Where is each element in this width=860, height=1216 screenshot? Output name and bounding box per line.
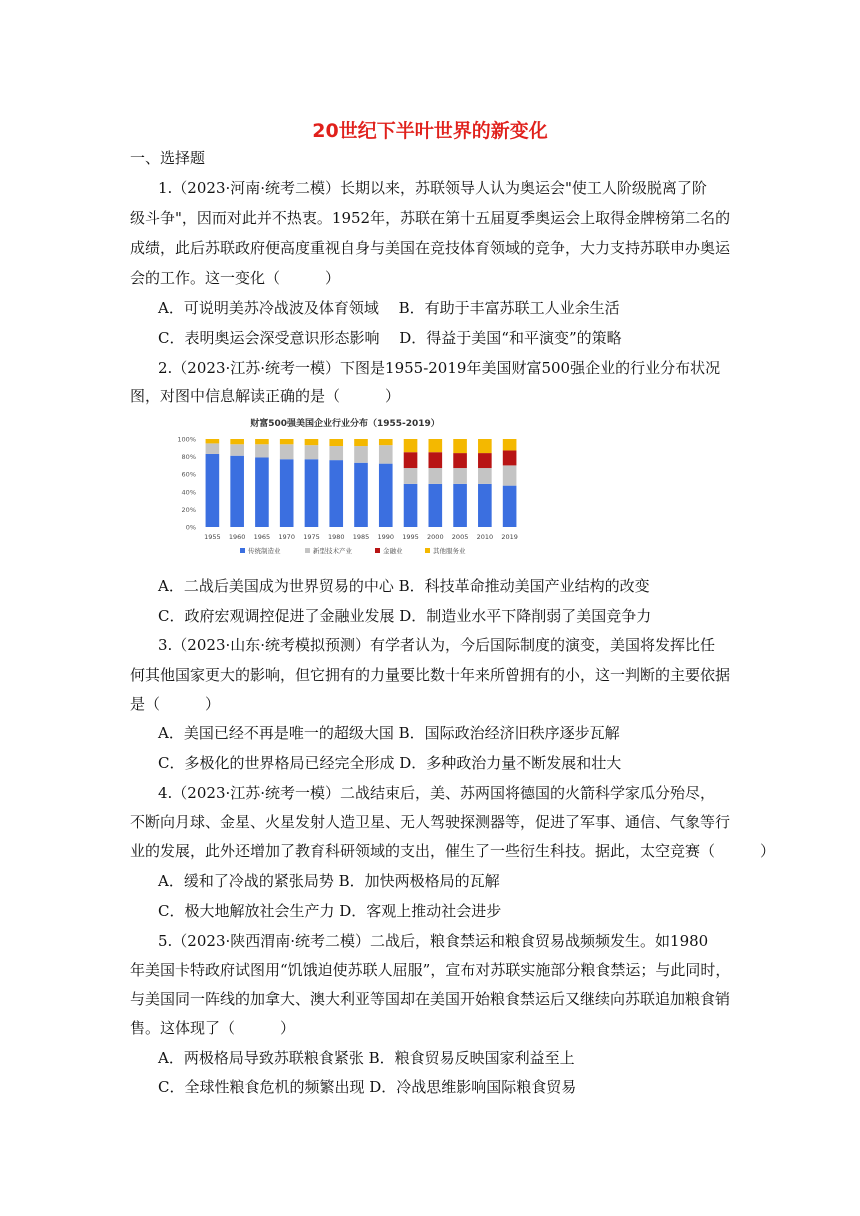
q3-options-cd: C．多极化的世界格局已经完全形成 D．多种政治力量不断发展和壮大 (158, 754, 622, 772)
x-tick-label: 1995 (402, 533, 419, 541)
bar-segment (404, 439, 418, 452)
legend-swatch (240, 548, 245, 553)
q2-line-1: 2.（2023·江苏·统考一模）下图是1955-2019年美国财富500强企业的行业分布状况 (158, 359, 721, 377)
bar-segment (503, 439, 517, 450)
bar-segment (404, 468, 418, 484)
bar-segment (230, 444, 244, 455)
x-tick-label: 1975 (303, 533, 320, 541)
bar-segment (305, 445, 319, 459)
q3-line-2: 何其他国家更大的影响，但它拥有的力量要比数十年来所曾拥有的小，这一判断的主要依据 (130, 666, 731, 684)
bar-segment (280, 444, 294, 459)
bar-segment (404, 484, 418, 527)
y-tick-label: 80% (181, 453, 196, 462)
bar-segment (503, 450, 517, 465)
q5-options-cd: C．全球性粮食危机的频繁出现 D．冷战思维影响国际粮食贸易 (158, 1078, 577, 1096)
bar-segment (478, 439, 492, 453)
legend-label: 传统制造业 (248, 547, 281, 555)
x-tick-label: 1955 (204, 533, 221, 541)
y-tick-label: 100% (177, 435, 196, 444)
x-tick-label: 1980 (327, 533, 345, 541)
bar-segment (503, 465, 517, 485)
q5-options-ab: A．两极格局导致苏联粮食紧张 B．粮食贸易反映国家利益至上 (158, 1049, 575, 1067)
legend-label: 新型技术产业 (313, 547, 352, 555)
q4-options-ab: A．缓和了冷战的紧张局势 B．加快两极格局的瓦解 (158, 872, 500, 890)
q3-line-3: 是（ ） (130, 695, 221, 713)
bar-segment (354, 439, 368, 446)
x-tick-label: 2000 (427, 533, 444, 541)
q2-options-ab: A．二战后美国成为世界贸易的中心 B．科技革命推动美国产业结构的改变 (158, 577, 650, 595)
x-tick-label: 1990 (377, 533, 395, 541)
y-tick-label: 60% (181, 470, 196, 479)
q1-line-4: 会的工作。这一变化（ ） (130, 269, 341, 287)
bar-segment (230, 456, 244, 527)
bar-segment (280, 459, 294, 527)
bar-segment (379, 464, 393, 527)
document-title: 20世纪下半叶世界的新变化 (312, 120, 548, 142)
x-tick-label: 2019 (501, 533, 518, 541)
q2-line-2: 图，对图中信息解读正确的是（ ） (130, 387, 401, 405)
q1-line-3: 成绩，此后苏联政府便高度重视自身与美国在竞技体育领域的竞争，大力支持苏联申办奥运 (130, 239, 731, 257)
bar-segment (428, 439, 442, 452)
y-tick-label: 40% (181, 488, 196, 497)
q5-line-1: 5.（2023·陕西渭南·统考二模）二战后，粮食禁运和粮食贸易战频频发生。如1980 (158, 932, 709, 950)
x-tick-label: 1970 (278, 533, 295, 541)
industry-distribution-chart (170, 413, 530, 563)
bar-segment (379, 445, 393, 463)
x-tick-label: 2005 (451, 533, 469, 541)
bar-segment (255, 439, 269, 444)
bar-segment (329, 446, 343, 460)
section-heading: 一、选择题 (130, 149, 206, 167)
x-tick-label: 1960 (228, 533, 246, 541)
q3-options-ab: A．美国已经不再是唯一的超级大国 B．国际政治经济旧秩序逐步瓦解 (158, 724, 620, 742)
q3-line-1: 3.（2023·山东·统考模拟预测）有学者认为，今后国际制度的演变，美国将发挥比任 (158, 636, 716, 654)
q5-line-4: 售。这体现了（ ） (130, 1019, 296, 1037)
legend-swatch (375, 548, 380, 553)
legend-swatch (425, 548, 430, 553)
q1-line-2: 级斗争"，因而对此并不热衷。1952年，苏联在第十五届夏季奥运会上取得金牌榜第二名的 (130, 209, 731, 227)
q4-options-cd: C．极大地解放社会生产力 D．客观上推动社会进步 (158, 902, 502, 920)
bar-segment (206, 439, 220, 443)
bar-segment (478, 468, 492, 484)
bar-segment (354, 446, 368, 463)
x-tick-label: 1965 (253, 533, 271, 541)
bar-segment (206, 454, 220, 527)
bar-segment (404, 452, 418, 468)
bar-segment (453, 453, 467, 468)
chart-title: 财富500强美国企业行业分布（1955-2019） (250, 419, 440, 429)
q5-line-3: 与美国同一阵线的加拿大、澳大利亚等国却在美国开始粮食禁运后又继续向苏联追加粮食销 (130, 990, 731, 1008)
q1-line-1: 1.（2023·河南·统考二模）长期以来，苏联领导人认为奥运会"使工人阶级脱离了阶 (158, 179, 707, 197)
bar-segment (206, 443, 220, 454)
bar-segment (354, 463, 368, 527)
bar-segment (329, 439, 343, 446)
bar-segment (453, 468, 467, 484)
bar-segment (428, 484, 442, 527)
q2-options-cd: C．政府宏观调控促进了金融业发展 D．制造业水平下降削弱了美国竞争力 (158, 607, 652, 625)
legend-swatch (305, 548, 310, 553)
y-tick-label: 20% (181, 505, 196, 514)
bar-segment (305, 439, 319, 445)
legend-label: 其他服务业 (433, 547, 466, 555)
bar-segment (453, 484, 467, 527)
q1-options-cd: C．表明奥运会深受意识形态影响 D．得益于美国“和平演变”的策略 (158, 329, 622, 347)
q1-options-ab: A．可说明美苏冷战波及体育领域 B．有助于丰富苏联工人业余生活 (158, 299, 620, 317)
bar-segment (428, 452, 442, 468)
bar-segment (453, 439, 467, 453)
bar-segment (255, 444, 269, 457)
bar-segment (230, 439, 244, 444)
q4-line-2: 不断向月球、金星、火星发射人造卫星、无人驾驶探测器等，促进了军事、通信、气象等行 (130, 813, 731, 831)
bar-segment (255, 457, 269, 527)
bar-segment (478, 484, 492, 527)
bar-segment (329, 460, 343, 527)
q4-line-1: 4.（2023·江苏·统考一模）二战结束后，美、苏两国将德国的火箭科学家瓜分殆尽， (158, 784, 716, 802)
bar-segment (379, 439, 393, 445)
x-tick-label: 1985 (352, 533, 370, 541)
bar-segment (428, 468, 442, 484)
x-tick-label: 2010 (476, 533, 494, 541)
y-tick-label: 0% (185, 523, 196, 532)
legend-label: 金融业 (383, 547, 403, 555)
bar-segment (280, 439, 294, 444)
q5-line-2: 年美国卡特政府试图用“饥饿迫使苏联人屈服”，宣布对苏联实施部分粮食禁运；与此同时， (130, 961, 731, 979)
bar-segment (305, 459, 319, 527)
bar-segment (478, 453, 492, 468)
q4-line-3: 业的发展，此外还增加了教育科研领域的支出，催生了一些衍生科技。据此，太空竞赛（ ） (130, 842, 776, 860)
bar-segment (503, 486, 517, 527)
